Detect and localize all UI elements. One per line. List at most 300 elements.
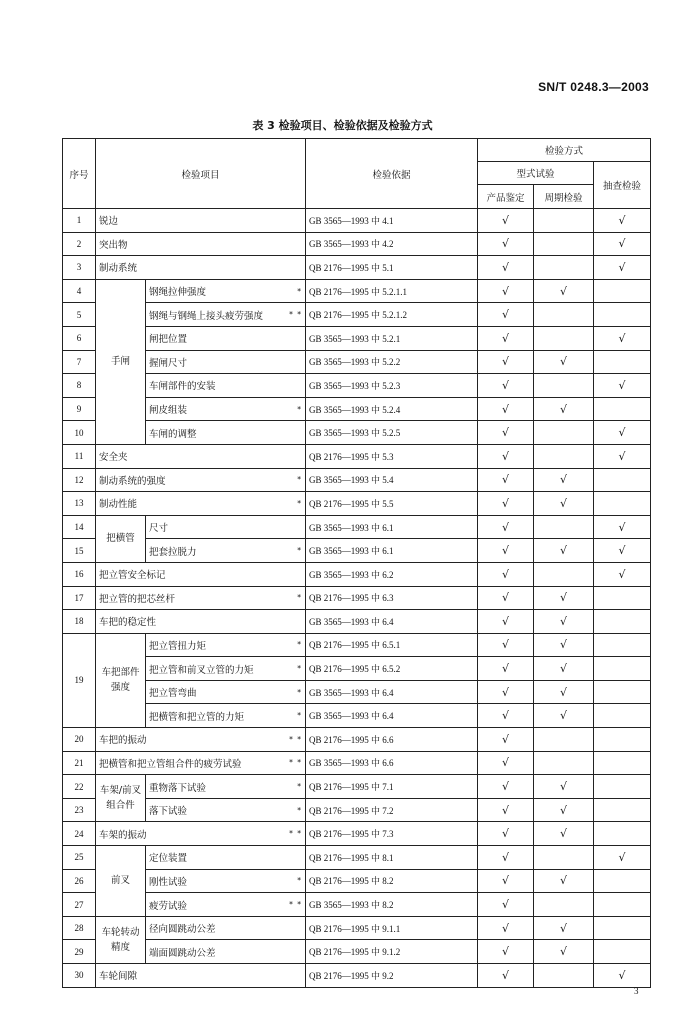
sampling-check [594, 492, 651, 516]
item-mark: * [297, 498, 303, 508]
periodic-check: √ [534, 940, 594, 964]
inspection-item [96, 751, 306, 775]
table-row [63, 586, 651, 610]
inspection-basis: GB 3565—1993 中 6.2 [306, 562, 478, 586]
item-label: 把横管和把立管组合件的疲劳试验 [99, 758, 242, 770]
periodic-check: √ [534, 704, 594, 728]
product-appraisal-check: √ [478, 303, 534, 327]
item-mark: * [297, 664, 303, 674]
product-appraisal-check: √ [478, 256, 534, 280]
inspection-item [146, 279, 306, 303]
sampling-check: √ [594, 326, 651, 350]
inspection-basis: GB 3565—1993 中 8.2 [306, 893, 478, 917]
item-label: 端面圆跳动公差 [149, 947, 216, 959]
inspection-basis: QB 2176—1995 中 9.2 [306, 964, 478, 988]
group-front-fork: 前叉 [96, 846, 146, 917]
item-mark: * * [289, 310, 303, 320]
sampling-check: √ [594, 846, 651, 870]
group-label-line: 精度 [110, 941, 130, 953]
item-label: 车闸的调整 [149, 428, 197, 440]
periodic-check [534, 326, 594, 350]
periodic-check [534, 751, 594, 775]
item-label: 钢绳与钢绳上接头疲劳强度 [149, 310, 264, 322]
sampling-check: √ [594, 562, 651, 586]
row-number: 15 [63, 539, 96, 563]
periodic-check [534, 209, 594, 233]
sampling-check [594, 940, 651, 964]
page-number: 3 [634, 986, 639, 996]
inspection-basis: QB 2176—1995 中 5.1 [306, 256, 478, 280]
row-number: 12 [63, 468, 96, 492]
item-mark: * [297, 687, 303, 697]
table-row [63, 209, 651, 233]
table-caption: 表 3 检验项目、检验依据及检验方式 [252, 119, 433, 132]
inspection-basis: QB 2176—1995 中 5.3 [306, 444, 478, 468]
inspection-item [96, 964, 306, 988]
row-number: 19 [63, 633, 96, 727]
product-appraisal-check: √ [478, 704, 534, 728]
row-number: 2 [63, 232, 96, 256]
table-row [63, 633, 651, 657]
inspection-item [146, 539, 306, 563]
inspection-item [146, 893, 306, 917]
periodic-check [534, 303, 594, 327]
periodic-check: √ [534, 822, 594, 846]
inspection-item [96, 444, 306, 468]
inspection-basis: QB 2176—1995 中 5.2.1.2 [306, 303, 478, 327]
group-frame-fork [96, 775, 146, 822]
table-row [63, 680, 651, 704]
row-number: 9 [63, 397, 96, 421]
inspection-basis: QB 2176—1995 中 7.2 [306, 798, 478, 822]
product-appraisal-check: √ [478, 610, 534, 634]
item-mark: * [297, 782, 303, 792]
table-row [63, 775, 651, 799]
product-appraisal-check: √ [478, 350, 534, 374]
header-periodic: 周期检验 [534, 185, 594, 209]
table-row [63, 798, 651, 822]
inspection-item [96, 468, 306, 492]
row-number: 23 [63, 798, 96, 822]
item-label: 钢绳拉伸强度 [149, 287, 207, 299]
sampling-check: √ [594, 421, 651, 445]
group-label-line: 车把部件 [101, 667, 140, 679]
group-stem-strength [96, 633, 146, 727]
table-row [63, 822, 651, 846]
product-appraisal-check: √ [478, 893, 534, 917]
header-item: 检验项目 [96, 139, 306, 209]
item-label: 制动系统 [99, 263, 138, 275]
item-label: 锐边 [99, 216, 119, 228]
row-number: 28 [63, 916, 96, 940]
item-label: 定位装置 [149, 853, 188, 865]
item-label: 车闸部件的安装 [149, 381, 216, 393]
item-label: 径向圆跳动公差 [149, 924, 216, 936]
periodic-check: √ [534, 869, 594, 893]
product-appraisal-check: √ [478, 846, 534, 870]
periodic-check: √ [534, 586, 594, 610]
product-appraisal-check: √ [478, 468, 534, 492]
periodic-check: √ [534, 468, 594, 492]
product-appraisal-check: √ [478, 869, 534, 893]
inspection-basis: GB 3565—1993 中 4.2 [306, 232, 478, 256]
periodic-check [534, 256, 594, 280]
row-number: 14 [63, 515, 96, 539]
sampling-check [594, 680, 651, 704]
sampling-check [594, 822, 651, 846]
item-label: 落下试验 [149, 806, 188, 818]
product-appraisal-check: √ [478, 374, 534, 398]
sampling-check [594, 775, 651, 799]
inspection-basis: GB 3565—1993 中 6.4 [306, 680, 478, 704]
item-mark: * * [289, 900, 303, 910]
group-label-line: 组合件 [106, 800, 135, 812]
inspection-item [96, 256, 306, 280]
header-seq: 序号 [63, 139, 96, 209]
row-number: 1 [63, 209, 96, 233]
inspection-item [146, 704, 306, 728]
sampling-check: √ [594, 964, 651, 988]
item-mark: * [297, 711, 303, 721]
sampling-check [594, 586, 651, 610]
sampling-check [594, 397, 651, 421]
inspection-item [146, 303, 306, 327]
item-label: 把横管和把立管的力矩 [149, 711, 245, 723]
item-label: 制动系统的强度 [99, 475, 166, 487]
header-method: 检验方式 [478, 139, 651, 162]
item-label: 把立管扭力矩 [149, 640, 207, 652]
item-label: 疲劳试验 [149, 900, 188, 912]
inspection-basis: QB 2176—1995 中 7.1 [306, 775, 478, 799]
sampling-check: √ [594, 374, 651, 398]
inspection-item [96, 209, 306, 233]
periodic-check: √ [534, 657, 594, 681]
inspection-item [146, 374, 306, 398]
sampling-check [594, 657, 651, 681]
inspection-item [96, 562, 306, 586]
group-crossbar: 把横管 [96, 515, 146, 562]
sampling-check: √ [594, 256, 651, 280]
sampling-check: √ [594, 209, 651, 233]
table-row [63, 326, 651, 350]
standard-number: SN/T 0248.3—2003 [538, 80, 649, 94]
product-appraisal-check: √ [478, 775, 534, 799]
sampling-check [594, 869, 651, 893]
inspection-basis: GB 3565—1993 中 6.6 [306, 751, 478, 775]
inspection-basis: GB 3565—1993 中 5.2.2 [306, 350, 478, 374]
sampling-check: √ [594, 444, 651, 468]
periodic-check [534, 232, 594, 256]
inspection-table [62, 138, 651, 988]
table-row [63, 444, 651, 468]
sampling-check [594, 279, 651, 303]
product-appraisal-check: √ [478, 586, 534, 610]
item-mark: * [297, 805, 303, 815]
periodic-check [534, 964, 594, 988]
table-row [63, 869, 651, 893]
item-mark: * [297, 876, 303, 886]
periodic-check: √ [534, 539, 594, 563]
inspection-basis: GB 3565—1993 中 5.2.4 [306, 397, 478, 421]
row-number: 5 [63, 303, 96, 327]
inspection-item [146, 916, 306, 940]
periodic-check: √ [534, 279, 594, 303]
sampling-check: √ [594, 515, 651, 539]
table-row [63, 610, 651, 634]
inspection-basis: GB 3565—1993 中 5.4 [306, 468, 478, 492]
table-row [63, 232, 651, 256]
inspection-basis: GB 3565—1993 中 5.2.1 [306, 326, 478, 350]
table-row [63, 751, 651, 775]
item-label: 刚性试验 [149, 876, 188, 888]
product-appraisal-check: √ [478, 326, 534, 350]
table-row [63, 515, 651, 539]
item-label: 车轮间隙 [99, 971, 138, 983]
periodic-check [534, 374, 594, 398]
sampling-check [594, 350, 651, 374]
inspection-item [146, 421, 306, 445]
periodic-check [534, 515, 594, 539]
product-appraisal-check: √ [478, 728, 534, 752]
item-label: 车把的振动 [99, 735, 147, 747]
group-label-line: 车轮转动 [101, 926, 140, 938]
item-mark: * [297, 546, 303, 556]
periodic-check: √ [534, 397, 594, 421]
periodic-check [534, 728, 594, 752]
product-appraisal-check: √ [478, 940, 534, 964]
inspection-basis: QB 2176—1995 中 9.1.1 [306, 916, 478, 940]
sampling-check: √ [594, 539, 651, 563]
periodic-check [534, 893, 594, 917]
header-sampling: 抽查检验 [594, 162, 651, 209]
product-appraisal-check: √ [478, 751, 534, 775]
periodic-check: √ [534, 916, 594, 940]
group-label-line: 车架/前叉 [99, 785, 142, 797]
sampling-check: √ [594, 232, 651, 256]
inspection-basis: GB 3565—1993 中 5.2.3 [306, 374, 478, 398]
item-mark: * [297, 475, 303, 485]
sampling-check [594, 751, 651, 775]
inspection-basis: QB 2176—1995 中 9.1.2 [306, 940, 478, 964]
sampling-check [594, 468, 651, 492]
inspection-basis: GB 3565—1993 中 4.1 [306, 209, 478, 233]
row-number: 11 [63, 444, 96, 468]
row-number: 16 [63, 562, 96, 586]
periodic-check: √ [534, 680, 594, 704]
product-appraisal-check: √ [478, 232, 534, 256]
periodic-check: √ [534, 798, 594, 822]
item-label: 车把的稳定性 [99, 617, 157, 629]
item-label: 安全夹 [99, 452, 128, 464]
table-row [63, 374, 651, 398]
inspection-item [146, 680, 306, 704]
periodic-check: √ [534, 610, 594, 634]
group-wheel-runout [96, 916, 146, 963]
row-number: 7 [63, 350, 96, 374]
inspection-item [96, 232, 306, 256]
item-label: 把立管弯曲 [149, 688, 197, 700]
table-row [63, 916, 651, 940]
item-label: 尺寸 [149, 523, 169, 535]
row-number: 8 [63, 374, 96, 398]
table-row [63, 256, 651, 280]
table-body [63, 209, 651, 988]
inspection-basis: QB 2176—1995 中 6.5.2 [306, 657, 478, 681]
inspection-basis: QB 2176—1995 中 7.3 [306, 822, 478, 846]
inspection-item [96, 822, 306, 846]
periodic-check [534, 562, 594, 586]
item-label: 闸皮组装 [149, 405, 188, 417]
periodic-check: √ [534, 350, 594, 374]
row-number: 21 [63, 751, 96, 775]
table-row [63, 350, 651, 374]
table-row [63, 940, 651, 964]
sampling-check [594, 728, 651, 752]
item-mark: * [297, 286, 303, 296]
row-number: 27 [63, 893, 96, 917]
row-number: 20 [63, 728, 96, 752]
inspection-item [146, 940, 306, 964]
product-appraisal-check: √ [478, 798, 534, 822]
periodic-check: √ [534, 633, 594, 657]
group-handbrake: 手闸 [96, 279, 146, 444]
product-appraisal-check: √ [478, 562, 534, 586]
row-number: 25 [63, 846, 96, 870]
inspection-item [146, 657, 306, 681]
product-appraisal-check: √ [478, 492, 534, 516]
row-number: 18 [63, 610, 96, 634]
table-row [63, 468, 651, 492]
inspection-item [96, 492, 306, 516]
table-row [63, 279, 651, 303]
periodic-check: √ [534, 775, 594, 799]
row-number: 26 [63, 869, 96, 893]
item-label: 把立管安全标记 [99, 570, 166, 582]
table-row [63, 846, 651, 870]
product-appraisal-check: √ [478, 539, 534, 563]
item-mark: * * [289, 829, 303, 839]
product-appraisal-check: √ [478, 964, 534, 988]
product-appraisal-check: √ [478, 515, 534, 539]
row-number: 30 [63, 964, 96, 988]
inspection-basis: GB 3565—1993 中 6.1 [306, 539, 478, 563]
product-appraisal-check: √ [478, 209, 534, 233]
row-number: 29 [63, 940, 96, 964]
table-row [63, 964, 651, 988]
periodic-check [534, 846, 594, 870]
item-label: 车架的振动 [99, 829, 147, 841]
item-label: 把立管和前叉立管的力矩 [149, 664, 254, 676]
inspection-basis: QB 2176—1995 中 8.2 [306, 869, 478, 893]
item-label: 重物落下试验 [149, 782, 207, 794]
sampling-check [594, 916, 651, 940]
row-number: 3 [63, 256, 96, 280]
item-mark: * [297, 593, 303, 603]
table-row [63, 893, 651, 917]
periodic-check [534, 444, 594, 468]
sampling-check [594, 303, 651, 327]
item-mark: * [297, 640, 303, 650]
inspection-item [146, 633, 306, 657]
table-row [63, 397, 651, 421]
sampling-check [594, 704, 651, 728]
inspection-item [146, 515, 306, 539]
item-label: 闸把位置 [149, 334, 188, 346]
inspection-item [96, 728, 306, 752]
row-number: 13 [63, 492, 96, 516]
header-basis: 检验依据 [306, 139, 478, 209]
row-number: 17 [63, 586, 96, 610]
periodic-check: √ [534, 492, 594, 516]
product-appraisal-check: √ [478, 822, 534, 846]
table-row [63, 657, 651, 681]
row-number: 10 [63, 421, 96, 445]
header-type-test: 型式试验 [478, 162, 594, 185]
inspection-basis: QB 2176—1995 中 6.3 [306, 586, 478, 610]
product-appraisal-check: √ [478, 633, 534, 657]
inspection-item [146, 846, 306, 870]
item-label: 突出物 [99, 239, 128, 251]
inspection-basis: GB 3565—1993 中 6.4 [306, 610, 478, 634]
product-appraisal-check: √ [478, 279, 534, 303]
table-row [63, 303, 651, 327]
table-row [63, 728, 651, 752]
group-label-line: 强度 [110, 682, 130, 694]
inspection-item [146, 869, 306, 893]
product-appraisal-check: √ [478, 657, 534, 681]
inspection-basis: GB 3565—1993 中 5.2.5 [306, 421, 478, 445]
inspection-basis: QB 2176—1995 中 5.2.1.1 [306, 279, 478, 303]
inspection-item [146, 397, 306, 421]
inspection-item [96, 610, 306, 634]
item-mark: * * [289, 734, 303, 744]
inspection-basis: GB 3565—1993 中 6.4 [306, 704, 478, 728]
inspection-item [146, 350, 306, 374]
item-label: 把套拉脱力 [149, 546, 197, 558]
product-appraisal-check: √ [478, 444, 534, 468]
product-appraisal-check: √ [478, 397, 534, 421]
table-row [63, 562, 651, 586]
table-row [63, 421, 651, 445]
table-row [63, 539, 651, 563]
inspection-item [146, 775, 306, 799]
row-number: 6 [63, 326, 96, 350]
item-mark: * [297, 404, 303, 414]
item-label: 制动性能 [99, 499, 138, 511]
inspection-basis: QB 2176—1995 中 5.5 [306, 492, 478, 516]
sampling-check [594, 798, 651, 822]
inspection-item [146, 798, 306, 822]
inspection-basis: QB 2176—1995 中 8.1 [306, 846, 478, 870]
header-product-appraisal: 产品鉴定 [478, 185, 534, 209]
row-number: 24 [63, 822, 96, 846]
product-appraisal-check: √ [478, 680, 534, 704]
inspection-basis: QB 2176—1995 中 6.6 [306, 728, 478, 752]
product-appraisal-check: √ [478, 421, 534, 445]
inspection-basis: QB 2176—1995 中 6.5.1 [306, 633, 478, 657]
item-label: 握闸尺寸 [149, 357, 188, 369]
product-appraisal-check: √ [478, 916, 534, 940]
periodic-check [534, 421, 594, 445]
table-row [63, 704, 651, 728]
inspection-item [146, 326, 306, 350]
sampling-check [594, 893, 651, 917]
item-label: 把立管的把芯丝杆 [99, 593, 176, 605]
sampling-check [594, 633, 651, 657]
sampling-check [594, 610, 651, 634]
row-number: 22 [63, 775, 96, 799]
inspection-item [96, 586, 306, 610]
